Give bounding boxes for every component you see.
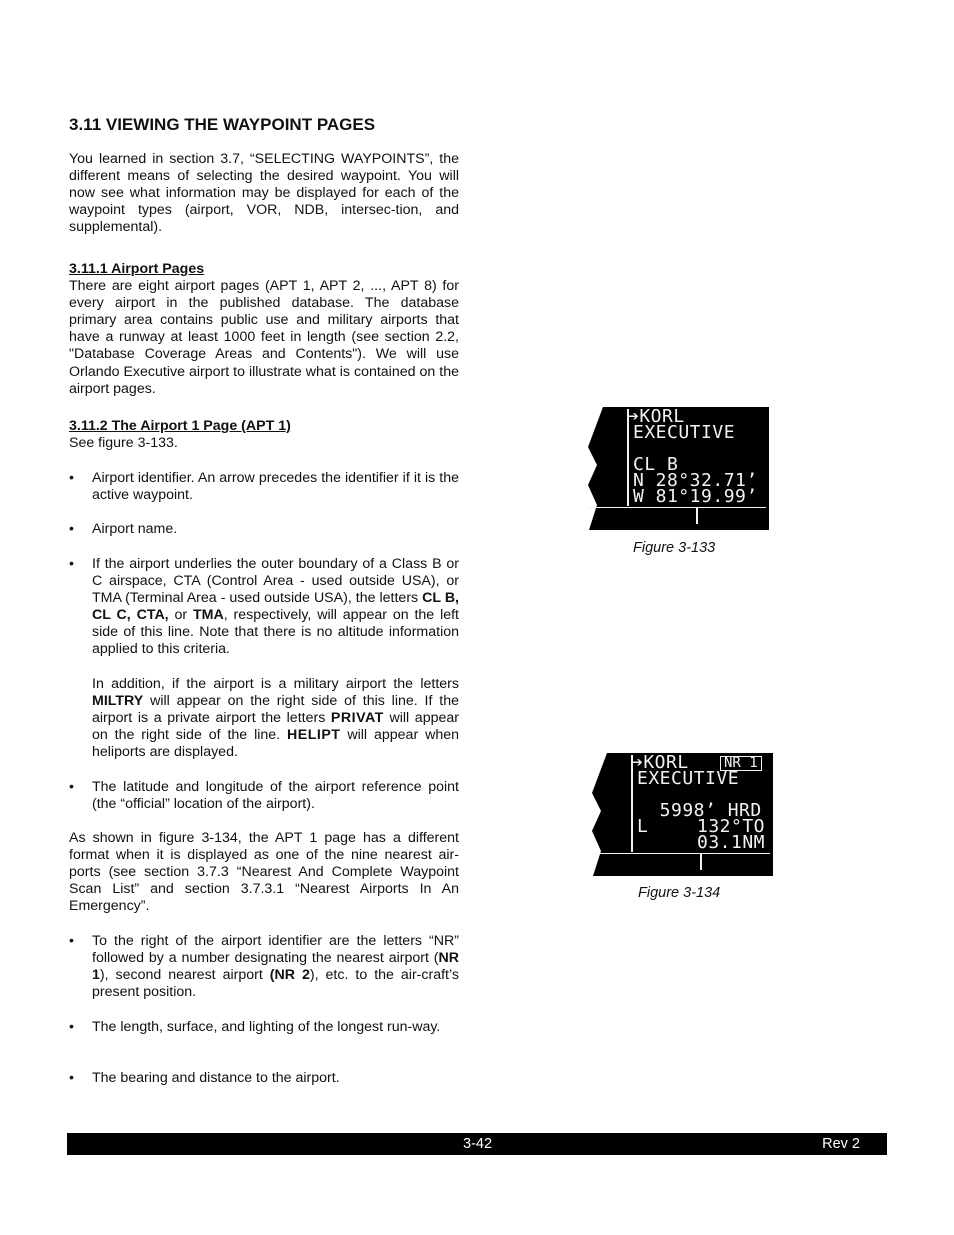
airspace-class: CL B	[633, 454, 679, 475]
bottom-rule	[592, 853, 770, 854]
distance-nm: 03.1NM	[697, 832, 766, 853]
nearest-rank-badge: NR 1	[720, 756, 762, 771]
latitude: N 28°32.71’	[633, 470, 758, 491]
airport-pages-section	[69, 261, 459, 398]
cursor-tick	[700, 854, 702, 870]
apt1-see-figure: See figure 3-133.	[69, 435, 178, 452]
runway-lighting: L	[637, 816, 649, 837]
bullet-dot: •	[69, 933, 74, 949]
bearing-to: 132°TO	[697, 816, 766, 837]
screen-notch	[589, 753, 609, 876]
bullet-dot: •	[69, 556, 74, 572]
bullet-text: The length, surface, and lighting of the longest run-way.	[92, 1019, 441, 1035]
bullet-dot: •	[69, 521, 74, 537]
bullet-runway	[69, 1019, 459, 1036]
screen-notch	[585, 407, 605, 530]
bullet-nr	[69, 933, 459, 1001]
bullet-continuation: In addition, if the airport is a military airport the letters MILTRY will appear on the right side of this line. If the airport is a private airport the letters PRIVAT will appear on the right side of the line. HELIPT will appear when heliports are displayed.	[92, 676, 459, 761]
intro-paragraph: You learned in section 3.7, “SELECTING WAYPOINTS”, the different means of selecting the desired waypoint. You will now see what information may be displayed for each of the waypoint types (airport, VOR, NDB, intersec-tion, and supplemental).	[69, 151, 459, 236]
figure-133-screen	[586, 407, 769, 530]
revision-label: Rev 2	[822, 1136, 860, 1152]
page-footer	[67, 1133, 887, 1155]
bullet-airspace	[69, 556, 459, 659]
apt1-heading: 3.11.2 The Airport 1 Page (APT 1)	[69, 418, 291, 434]
airport-pages-heading: 3.11.1 Airport Pages	[69, 261, 205, 277]
nearest-paragraph-block	[69, 830, 459, 915]
runway-length-surface: 5998’ HRD	[637, 800, 762, 821]
bullet-dot: •	[69, 470, 74, 486]
figure-134-caption: Figure 3-134	[638, 885, 721, 901]
bullet-military-note	[69, 676, 459, 761]
airport-identifier: ➔KORL	[628, 406, 685, 427]
section-title: 3.11 VIEWING THE WAYPOINT PAGES	[69, 115, 376, 134]
airport-pages-body: There are eight airport pages (APT 1, APT 2, ..., APT 8) for every airport in the published database. The database primary area contains public use and military airports that have a runway at least 1000 feet in length (see section 2.2, "Database Coverage Areas and Contents"). We will use Orlando Executive airport to illustrate what is contained on the airport pages.	[69, 278, 459, 397]
longitude: W 81°19.99’	[633, 486, 758, 507]
bullet-dot: •	[69, 779, 74, 795]
nearest-paragraph: As shown in figure 3-134, the APT 1 page has a different format when it is displayed as one of the nine nearest air-ports (see section 3.7.3 “Nearest And Complete Waypoint Scan List” and section 3.7.3.1 “Nearest Airports In An Emergency”.	[69, 830, 459, 915]
bullet-dot: •	[69, 1070, 74, 1086]
bullet-text: To the right of the airport identifier are the letters “NR” followed by a number designating the nearest airport (NR 1), second nearest airport (NR 2), etc. to the air-craft’s present position.	[92, 933, 459, 1001]
airport-identifier: ➔KORL	[632, 752, 689, 773]
page-number: 3-42	[463, 1136, 493, 1152]
bullet-bearing	[69, 1070, 459, 1087]
text-column	[69, 151, 459, 236]
figure-134-screen	[590, 753, 773, 876]
bullet-dot: •	[69, 1019, 74, 1035]
bullet-airport-identifier	[69, 470, 459, 504]
bottom-rule	[588, 507, 766, 508]
airport-name: EXECUTIVE	[633, 422, 736, 443]
airport-name: EXECUTIVE	[637, 768, 740, 789]
bullet-text: The latitude and longitude of the airport reference point (the “official” location of the airport).	[92, 779, 459, 813]
figure-133-caption: Figure 3-133	[633, 540, 716, 556]
cursor-tick	[696, 508, 698, 524]
bullet-text: The bearing and distance to the airport.	[92, 1070, 340, 1086]
bullet-text: Airport name.	[92, 521, 178, 537]
bullet-lat-long	[69, 779, 459, 813]
bullet-airport-name	[69, 521, 459, 538]
bullet-text: Airport identifier. An arrow precedes the identifier if it is the active waypoint.	[92, 470, 459, 504]
bullet-text: If the airport underlies the outer boundary of a Class B or C airspace, CTA (Control Area - used outside USA), or TMA (Terminal Area - used outside USA), the letters CL B, CL C, CTA, or TMA, respectively, will appear on the left side of this line. Note that there is no altitude information applied to this criteria.	[92, 556, 460, 658]
apt1-section	[69, 418, 459, 452]
